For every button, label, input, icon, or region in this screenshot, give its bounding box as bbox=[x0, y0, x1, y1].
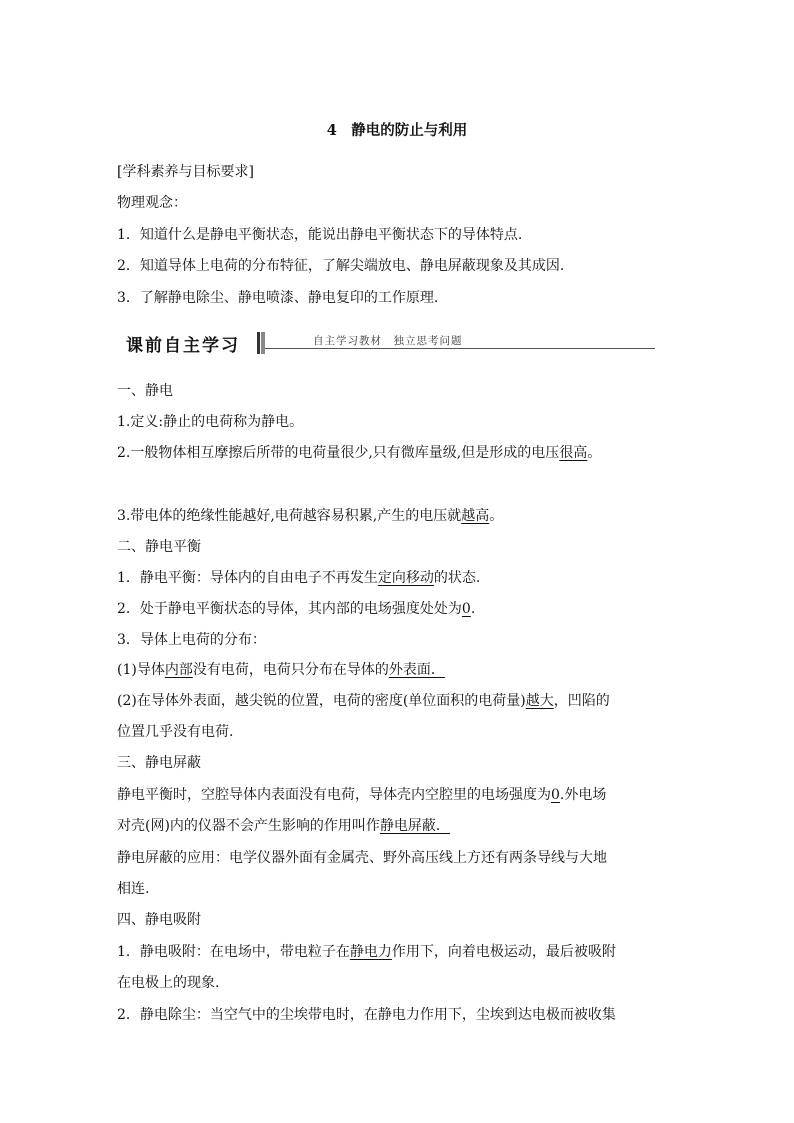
text: 对壳(网)内的仪器不会产生影响的作用叫作 bbox=[117, 818, 380, 834]
answer-blank: 静电力 bbox=[349, 944, 392, 960]
s1-paragraph-3 bbox=[117, 506, 503, 526]
text: 3.带电体的绝缘性能越好,电荷越容易积累,产生的电压就 bbox=[117, 508, 462, 524]
text: 1．静电吸附：在电场中，带电粒子在 bbox=[117, 944, 350, 960]
text: 的状态. bbox=[433, 570, 481, 586]
s1-paragraph-1: 1.定义:静止的电荷称为静电。 bbox=[117, 414, 304, 430]
answer-blank: 内部 bbox=[164, 662, 193, 678]
objective-2: 2．知道导体上电荷的分布特征，了解尖端放电、静电屏蔽现象及其成因. bbox=[117, 258, 565, 274]
s2-paragraph-5-cont: 位置几乎没有电荷. bbox=[117, 724, 234, 740]
answer-blank: 0 bbox=[551, 787, 560, 803]
answer-blank: 外表面． bbox=[388, 662, 445, 678]
banner-subtitle: 自主学习教材 独立思考问题 bbox=[313, 335, 463, 347]
text: ，凹陷的 bbox=[553, 693, 610, 709]
text: 没有电荷，电荷只分布在导体的 bbox=[192, 662, 389, 678]
answer-blank: 0 bbox=[461, 601, 471, 617]
s4-paragraph-1-cont: 在电极上的现象. bbox=[117, 975, 220, 991]
text: . bbox=[470, 601, 476, 617]
concept-label: 物理观念： bbox=[117, 195, 187, 211]
section-banner bbox=[120, 331, 655, 355]
s4-paragraph-1 bbox=[117, 942, 616, 962]
banner-rule bbox=[265, 348, 655, 349]
banner-bar bbox=[257, 332, 260, 354]
banner-bar-shade bbox=[261, 332, 265, 354]
s3-paragraph-2-cont: 相连. bbox=[117, 881, 150, 897]
s2-paragraph-3: 3．导体上电荷的分布： bbox=[117, 632, 266, 648]
page-title: 4 静电的防止与利用 bbox=[326, 122, 468, 139]
text: 。 bbox=[587, 445, 602, 461]
text: 静电平衡时，空腔导体内表面没有电荷，导体壳内空腔里的电场强度为 bbox=[117, 787, 551, 803]
text: 2.一般物体相互摩擦后所带的电荷量很少,只有微库量级,但是形成的电压 bbox=[117, 445, 560, 461]
banner-title: 课前自主学习 bbox=[126, 336, 240, 356]
section-1-heading: 一、静电 bbox=[117, 383, 173, 399]
requirements-heading: [学科素养与目标要求] bbox=[117, 164, 254, 180]
answer-blank: 定向移动 bbox=[377, 570, 434, 586]
section-2-heading: 二、静电平衡 bbox=[117, 539, 201, 555]
s3-paragraph-2: 静电屏蔽的应用：电学仪器外面有金属壳、野外高压线上方还有两条导线与大地 bbox=[117, 850, 607, 866]
s1-paragraph-2 bbox=[117, 443, 601, 463]
section-3-heading: 三、静电屏蔽 bbox=[117, 755, 201, 771]
text: .外电场 bbox=[559, 787, 607, 803]
answer-blank: 越大 bbox=[525, 693, 554, 709]
text: 作用下，向着电极运动，最后被吸附 bbox=[391, 944, 616, 960]
objective-3: 3．了解静电除尘、静电喷漆、静电复印的工作原理. bbox=[117, 290, 439, 306]
s3-paragraph-1 bbox=[117, 785, 606, 805]
text: (2)在导体外表面，越尖锐的位置，电荷的密度(单位面积的电荷量) bbox=[117, 693, 526, 709]
text: 2．处于静电平衡状态的导体，其内部的电场强度处处为 bbox=[117, 601, 462, 617]
s4-paragraph-2: 2．静电除尘：当空气中的尘埃带电时，在静电力作用下，尘埃到达电极而被收集 bbox=[117, 1007, 616, 1023]
text: 1．静电平衡：导体内的自由电子不再发生 bbox=[117, 570, 378, 586]
s2-paragraph-2 bbox=[117, 599, 475, 619]
text: (1)导体 bbox=[117, 662, 165, 678]
answer-blank: 很高 bbox=[559, 445, 588, 461]
s3-paragraph-1-cont bbox=[117, 816, 450, 836]
section-4-heading: 四、静电吸附 bbox=[117, 912, 201, 928]
text: 。 bbox=[489, 508, 504, 524]
answer-blank: 越高 bbox=[461, 508, 490, 524]
objective-1: 1．知道什么是静电平衡状态，能说出静电平衡状态下的导体特点. bbox=[117, 227, 523, 243]
answer-blank: 静电屏蔽． bbox=[379, 818, 450, 834]
banner-box bbox=[120, 331, 260, 356]
s2-paragraph-5 bbox=[117, 691, 610, 711]
s2-paragraph-1 bbox=[117, 568, 480, 588]
s2-paragraph-4 bbox=[117, 660, 445, 680]
